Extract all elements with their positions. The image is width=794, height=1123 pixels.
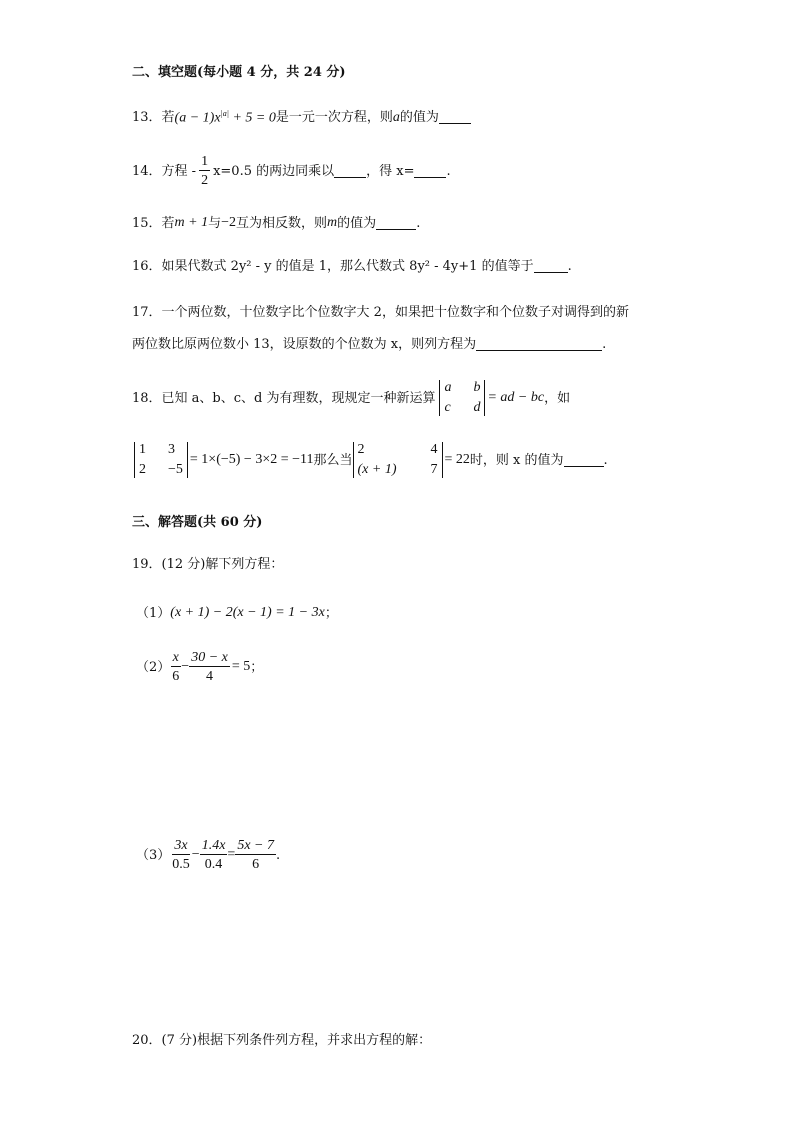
q15-number: 15．若 (132, 215, 175, 231)
q14-text: x=0.5 的两边同乘以 (213, 163, 335, 179)
q17-text: 两位数比原两位数小 13，设原数的个位数为 x，则列方程为 (132, 337, 477, 352)
q19-part-3-label: （3） (136, 847, 171, 863)
q14-number: 14．方程 - (132, 163, 197, 179)
q17-answer-blank[interactable] (476, 338, 602, 351)
q15-text-4: . (416, 215, 421, 231)
q19-part-3-minus: − (191, 847, 200, 863)
q19-part-2-minus: − (181, 659, 190, 675)
question-13 (132, 110, 471, 126)
q15-answer-blank[interactable] (376, 217, 416, 230)
q15-expr-2: −2 (221, 215, 237, 230)
q19-part-1-end: ； (324, 605, 338, 621)
q18-definition-expression: = ad − bc (487, 390, 545, 405)
q13-text: 是一元一次方程，则 (275, 110, 393, 126)
q14-blank-1[interactable] (334, 165, 366, 178)
q19-part-1-equation: (x + 1) − 2(x − 1) = 1 − 3x (170, 605, 325, 620)
question-15 (132, 216, 420, 230)
q15-text-2: 互为相反数，则 (236, 215, 328, 231)
q14-blank-2[interactable] (414, 165, 446, 178)
q15-text-3: 的值为 (337, 215, 377, 231)
q18-text-5: . (603, 452, 608, 468)
q18-text-2: ，如 (544, 390, 571, 406)
q18-example-expression: = 1×(−5) − 3×2 = −11 (189, 452, 314, 467)
q18-example-determinant: 1 3 2 −5 (134, 442, 188, 478)
q18-definition-determinant: a b c d (439, 380, 485, 416)
q15-text: 与 (208, 215, 222, 231)
question-18-line-1 (132, 380, 570, 416)
q16-answer-blank[interactable] (534, 260, 568, 273)
q19-part-3-end: . (275, 847, 281, 863)
q18-answer-blank[interactable] (564, 454, 604, 467)
q19-part-2-fraction-1: $\frac{x}{6}$ (172, 650, 180, 685)
question-20-title: 20．(7 分)根据下列条件列方程，并求出方程的解： (132, 1033, 432, 1048)
q18-text-4: 时，则 x 的值为 (469, 452, 564, 468)
question-18-line-2 (134, 442, 608, 478)
q13-variable: a (392, 109, 400, 125)
section3-heading: 三、解答题(共 60 分) (132, 515, 263, 530)
question-17-line-1: 17．一个两位数，十位数字比个位数字大 2，如果把十位数字和个位数子对调得到的新 (132, 305, 629, 320)
q13-number: 13．若 (132, 110, 175, 126)
question-17-line-2 (132, 338, 606, 351)
q13-text-2: 的值为 (399, 110, 439, 126)
q19-part-3-fraction-3: $\frac{5x - 7}{6}$ (237, 838, 274, 873)
q18-text: 18．已知 a、b、c、d 为有理数，现规定一种新运算 (132, 390, 436, 406)
q19-part-3-fraction-2: $\frac{1.4x}{0.4}$ (201, 838, 226, 873)
question-16 (132, 260, 572, 273)
q19-part-3-fraction-1: $\frac{3x}{0.5}$ (172, 838, 190, 873)
q16-text-2: . (567, 259, 572, 274)
q19-part-1-label: （1） (136, 605, 171, 621)
q17-text-end: . (602, 337, 607, 352)
q14-fraction: $\frac{1}{2}$ (201, 154, 209, 189)
question-19-title: 19．(12 分)解下列方程： (132, 557, 284, 572)
q15-expr-1: m + 1 (174, 215, 209, 230)
q19-part-2-label: （2） (136, 659, 171, 675)
q13-answer-blank[interactable] (439, 111, 471, 124)
q18-condition-determinant: 2 4 (x + 1) 7 (353, 442, 443, 478)
q19-part-3-equals: = (227, 847, 236, 863)
q16-text: 16．如果代数式 2y² - y 的值是 1，那么代数式 8y² - 4y+1 的值等于 (132, 259, 534, 274)
q19-part-2-rhs: = 5 (231, 659, 251, 675)
q13-expression: $(a - 1)x^{|a|} + 5 = 0$ (174, 109, 276, 126)
q19-part-2-fraction-2: $\frac{30 - x}{4}$ (191, 650, 228, 685)
section2-heading: 二、填空题(每小题 4 分，共 24 分) (132, 65, 346, 80)
q18-condition-expression: = 22 (444, 452, 470, 467)
q19-part-2 (136, 650, 263, 685)
q19-part-2-end: ； (250, 659, 264, 675)
q14-text-2: ，得 x= (366, 163, 415, 179)
q18-text-3: 那么当 (313, 452, 353, 468)
question-14 (132, 154, 451, 189)
q19-part-3 (136, 838, 280, 873)
q19-part-1 (136, 606, 338, 620)
q15-variable: m (327, 215, 338, 230)
q14-text-3: . (446, 163, 451, 179)
